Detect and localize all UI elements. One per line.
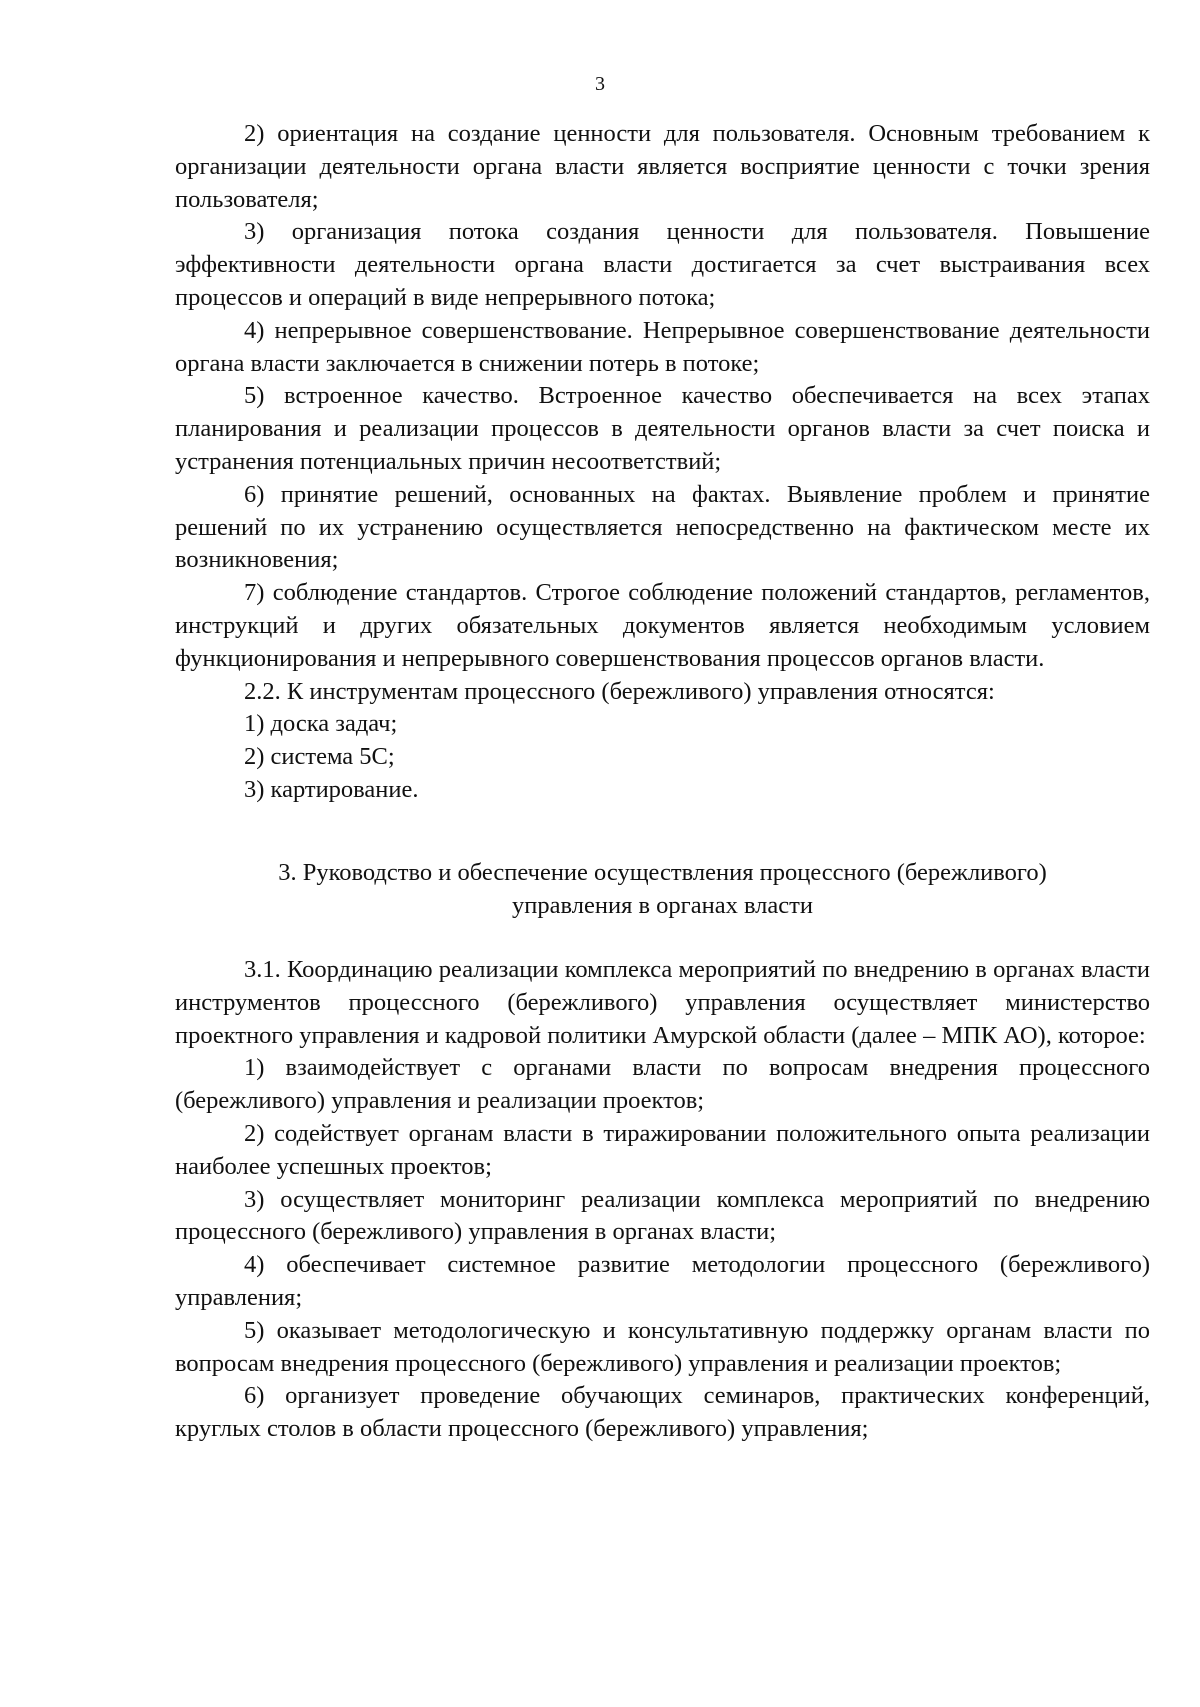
- tools-intro: 2.2. К инструментам процессного (бережливого) управления относятся:: [244, 677, 995, 705]
- mpk-function-5: 5) оказывает методологическую и консультативную поддержку органам власти по вопросам внедрения процессного (бережливого) управления и реализации проектов;: [175, 1316, 1150, 1377]
- section-3-heading: [175, 857, 1150, 923]
- mpk-function-6: 6) организует проведение обучающих семинаров, практических конференций, круглых столов в области процессного (бережливого) управления;: [175, 1382, 1150, 1443]
- section-3-intro: 3.1. Координацию реализации комплекса мероприятий по внедрению в органах власти инструментов процессного (бережливого) управления осуществляет министерство проектного управления и кадровой политики Амурской области (далее – МПК АО), которое:: [175, 956, 1150, 1049]
- tool-item-2: 2) система 5С;: [244, 743, 395, 771]
- principle-item-5: 5) встроенное качество. Встроенное качество обеспечивается на всех этапах планирования и реализации процессов в деятельности органов власти за счет поиска и устранения потенциальных причин несоответствий;: [175, 382, 1150, 475]
- principle-item-2: 2) ориентация на создание ценности для пользователя. Основным требованием к организации деятельности органа власти является восприятие ценности с точки зрения пользователя;: [175, 120, 1150, 213]
- section-2-principles: [175, 118, 1150, 807]
- principle-item-6: 6) принятие решений, основанных на фактах. Выявление проблем и принятие решений по их устранению осуществляется непосредственно на фактическом месте их возникновения;: [175, 480, 1150, 574]
- section-3-body: [175, 954, 1150, 1446]
- principle-item-3: 3) организация потока создания ценности для пользователя. Повышение эффективности деятельности органа власти достигается за счет выстраивания всех процессов и операций в виде непрерывного потока;: [175, 218, 1150, 311]
- mpk-function-1: 1) взаимодействует с органами власти по вопросам внедрения процессного (бережливого) управления и реализации проектов;: [175, 1054, 1150, 1115]
- tool-item-1: 1) доска задач;: [244, 710, 398, 738]
- mpk-function-3: 3) осуществляет мониторинг реализации комплекса мероприятий по внедрению процессного (бережливого) управления в органах власти;: [175, 1185, 1150, 1246]
- tool-item-3: 3) картирование.: [244, 775, 419, 803]
- principle-item-7: 7) соблюдение стандартов. Строгое соблюдение положений стандартов, регламентов, инструкций и других обязательных документов является необходимым условием функционирования и непрерывного совершенствования процессов органов власти.: [175, 579, 1150, 672]
- principle-item-4: 4) непрерывное совершенствование. Непрерывное совершенствование деятельности органа власти заключается в снижении потерь в потоке;: [175, 316, 1150, 377]
- mpk-function-2: 2) содействует органам власти в тиражировании положительного опыта реализации наиболее успешных проектов;: [175, 1119, 1150, 1180]
- section-3-title-line-1: 3. Руководство и обеспечение осуществления процессного (бережливого): [278, 859, 1047, 886]
- section-3-title-line-2: управления в органах власти: [512, 891, 813, 919]
- page-number: 3: [595, 73, 605, 95]
- mpk-function-4: 4) обеспечивает системное развитие методологии процессного (бережливого) управления;: [175, 1251, 1150, 1311]
